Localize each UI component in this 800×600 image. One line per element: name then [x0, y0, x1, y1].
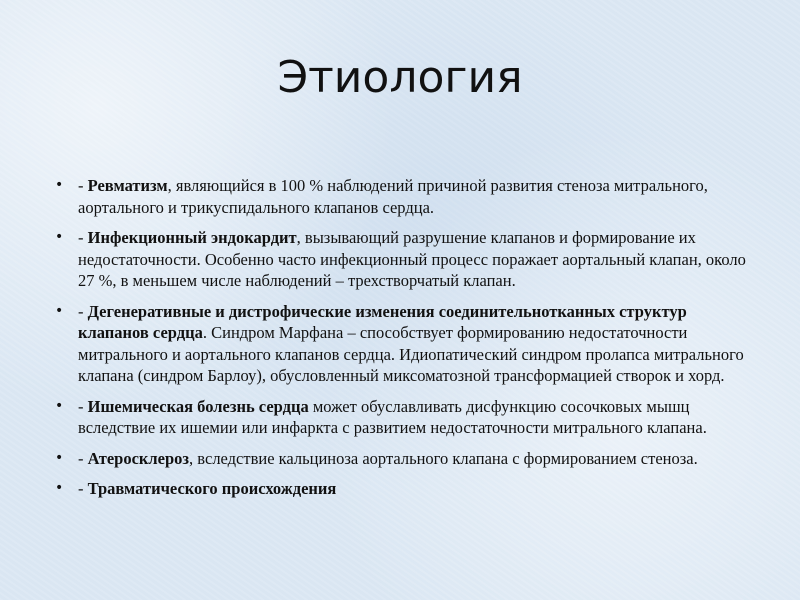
bullet-bold-term: Ишемическая болезнь сердца: [87, 396, 309, 416]
bullet-list: [52, 175, 752, 509]
bullet-dot-icon: •: [55, 480, 64, 496]
bullet-prefix: -: [78, 176, 88, 195]
bullet-item-endocarditis: [52, 227, 752, 292]
bullet-prefix: -: [78, 448, 88, 468]
bullet-text: . Синдром Марфана – способствует формированию недостаточности митрального и аортального клапанов сердца. Идиопатический синдром пролапса митрального клапана (синдром Барлоу), обусловленный миксоматозной трансформацией створок и хорд.: [78, 323, 744, 385]
bullet-prefix: -: [78, 228, 88, 247]
bullet-dot-icon: •: [55, 229, 64, 245]
bullet-dot-icon: •: [55, 302, 64, 319]
bullet-item-rheumatism: [52, 175, 752, 218]
bullet-text: , вследствие кальциноза аортального клапана с формированием стеноза.: [189, 448, 698, 468]
bullet-item-ischemic: [52, 396, 752, 439]
bullet-text: может обуславливать дисфункцию сосочковых мышц вследствие их ишемии или инфаркта с развитием недостаточности митрального клапана.: [78, 396, 707, 437]
bullet-item-traumatic: [52, 478, 752, 500]
bullet-bold-term: Травматического происхождения: [87, 479, 337, 498]
bullet-bold-term: Инфекционный эндокардит: [87, 228, 297, 247]
bullet-bold-term: Дегенеративные и дистрофические изменения соединительнотканных структур клапанов сердца: [78, 301, 687, 342]
bullet-dot-icon: •: [55, 177, 64, 193]
bullet-text: , являющийся в 100 % наблюдений причиной развития стеноза митрального, аортального и трикуспидального клапанов сердца.: [78, 176, 708, 217]
bullet-dot-icon: •: [55, 449, 64, 466]
bullet-text: , вызывающий разрушение клапанов и формирование их недостаточности. Особенно часто инфекционный процесс поражает аортальный клапан, около 27 %, в меньшем числе наблюдений – трехстворчатый клапан.: [78, 228, 746, 290]
bullet-prefix: -: [78, 301, 88, 321]
bullet-bold-term: Атеросклероз: [87, 448, 190, 468]
bullet-prefix: -: [78, 396, 88, 416]
slide-title: Этиология: [277, 52, 523, 103]
bullet-dot-icon: •: [55, 397, 64, 414]
bullet-item-degenerative: [52, 301, 752, 387]
bullet-prefix: -: [78, 479, 88, 498]
bullet-item-atherosclerosis: [52, 448, 752, 470]
bullet-bold-term: Ревматизм: [87, 176, 168, 195]
